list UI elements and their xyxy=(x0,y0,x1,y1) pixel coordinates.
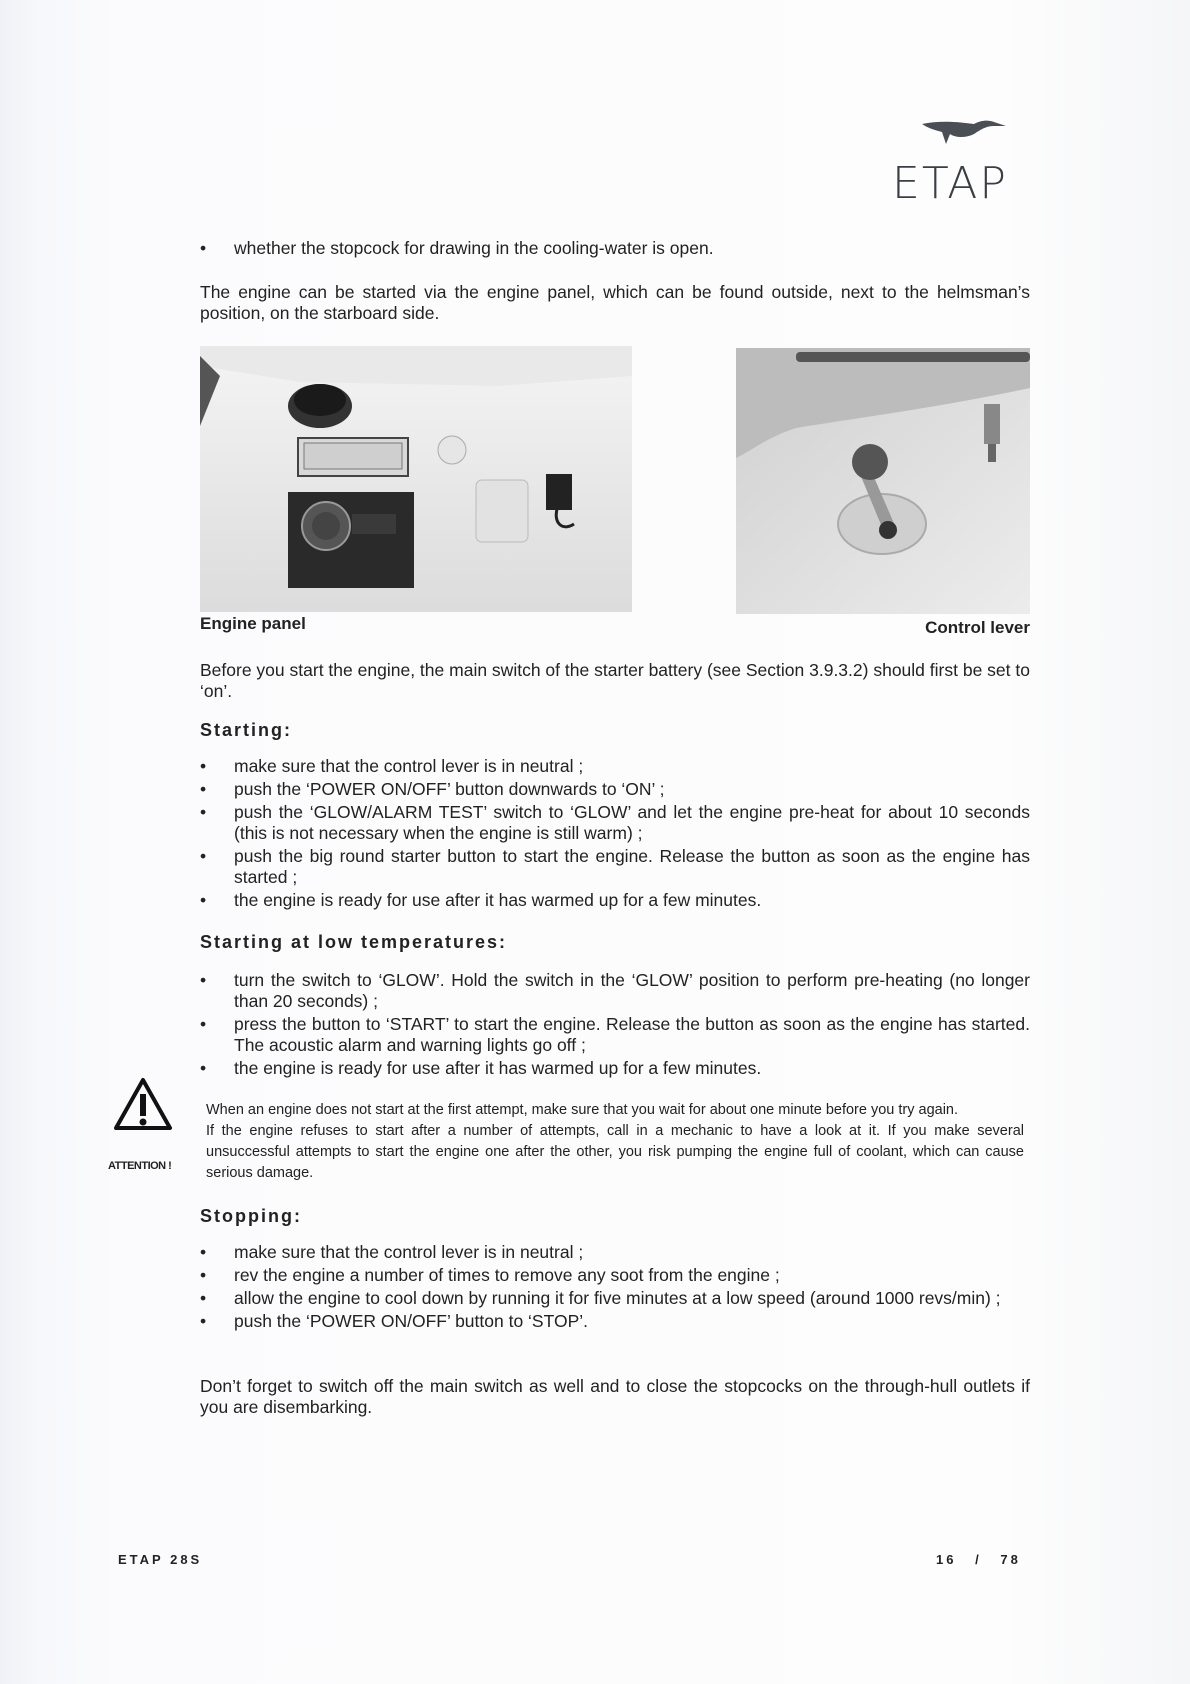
list-item: • the engine is ready for use after it has warmed up for a few minutes. xyxy=(200,890,1030,911)
warning-triangle-icon xyxy=(112,1076,174,1156)
list-item: • make sure that the control lever is in neutral ; xyxy=(200,1242,1030,1263)
list-item: • push the big round starter button to start the engine. Release the button as soon as the engine has started ; xyxy=(200,846,1030,888)
list-item: • push the ‘POWER ON/OFF’ button downwards to ‘ON’ ; xyxy=(200,779,1030,800)
stopping-heading: Stopping: xyxy=(200,1206,302,1226)
list-item: • rev the engine a number of times to remove any soot from the engine ; xyxy=(200,1265,1030,1286)
total-pages: 78 xyxy=(1000,1552,1021,1567)
current-page: 16 xyxy=(936,1552,957,1567)
intro-paragraph: The engine can be started via the engine panel, which can be found outside, next to the helmsman’s position, on the starboard side. xyxy=(200,282,1030,323)
list-item: • push the ‘GLOW/ALARM TEST’ switch to ‘GLOW’ and let the engine pre-heat for about 10 seconds (this is not necessary when the engine is still warm) ; xyxy=(200,802,1030,844)
list-item: • whether the stopcock for drawing in the cooling-water is open. xyxy=(200,238,1030,259)
etap-logo xyxy=(870,110,1030,209)
page-number xyxy=(936,1552,1021,1567)
list-item: • allow the engine to cool down by running it for five minutes at a low speed (around 1000 revs/min) ; xyxy=(200,1288,1030,1309)
starting-heading: Starting: xyxy=(200,720,292,740)
control-lever-photo xyxy=(736,348,1030,614)
page-separator: / xyxy=(975,1552,982,1567)
swan-icon xyxy=(870,110,1030,160)
engine-panel-caption: Engine panel xyxy=(200,614,306,633)
closing-paragraph: Don’t forget to switch off the main switch as well and to close the stopcocks on the through-hull outlets if you are disembarking. xyxy=(200,1376,1030,1417)
list-item: • the engine is ready for use after it has warmed up for a few minutes. xyxy=(200,1058,1030,1079)
starting-list xyxy=(200,756,1030,911)
warning-line-2: If the engine refuses to start after a number of attempts, call in a mechanic to have a look at it. If you make several unsuccessful attempts to start the engine one after the other, you risk pumping the engine full of coolant, which can cause serious damage. xyxy=(206,1123,1024,1181)
list-item: • press the button to ‘START’ to start the engine. Release the button as soon as the engine has started. The acoustic alarm and warning lights go off ; xyxy=(200,1014,1030,1056)
logo-wordmark: ETAP xyxy=(892,158,1008,209)
list-item: • make sure that the control lever is in neutral ; xyxy=(200,756,1030,777)
stopping-list xyxy=(200,1242,1030,1332)
warning-line-1: When an engine does not start at the first attempt, make sure that you wait for about one minute before you try again. xyxy=(206,1102,959,1118)
low-temp-heading: Starting at low temperatures: xyxy=(200,932,508,952)
low-temp-list xyxy=(200,970,1030,1079)
attention-label: ATTENTION ! xyxy=(108,1160,172,1172)
warning-text xyxy=(206,1100,1024,1184)
list-item: • push the ‘POWER ON/OFF’ button to ‘STOP’. xyxy=(200,1311,1030,1332)
before-start-paragraph: Before you start the engine, the main switch of the starter battery (see Section 3.9.3.2) should first be set to ‘on’. xyxy=(200,660,1030,701)
engine-panel-photo xyxy=(200,346,632,612)
list-item: • turn the switch to ‘GLOW’. Hold the switch in the ‘GLOW’ position to perform pre-heating (no longer than 20 seconds) ; xyxy=(200,970,1030,1012)
footer-model: ETAP 28S xyxy=(118,1552,203,1567)
control-lever-caption: Control lever xyxy=(925,618,1030,637)
